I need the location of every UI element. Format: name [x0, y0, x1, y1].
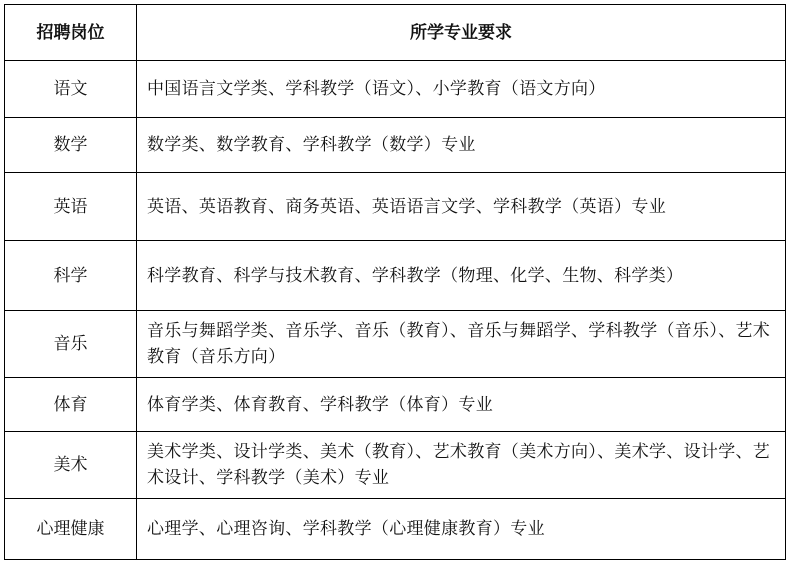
- position-cell: 科学: [5, 241, 137, 311]
- requirement-cell: 体育学类、体育教育、学科教学（体育）专业: [137, 378, 786, 432]
- table-row: [5, 118, 786, 173]
- recruitment-requirements-table: [4, 4, 786, 560]
- requirement-cell: 心理学、心理咨询、学科教学（心理健康教育）专业: [137, 499, 786, 560]
- requirement-cell: 科学教育、科学与技术教育、学科教学（物理、化学、生物、科学类）: [137, 241, 786, 311]
- table-row: [5, 378, 786, 432]
- table-row: [5, 241, 786, 311]
- position-cell: 体育: [5, 378, 137, 432]
- requirement-cell: 中国语言文学类、学科教学（语文）、小学教育（语文方向）: [137, 61, 786, 118]
- requirement-cell: 数学类、数学教育、学科教学（数学）专业: [137, 118, 786, 173]
- header-requirement: 所学专业要求: [137, 5, 786, 61]
- position-cell: 语文: [5, 61, 137, 118]
- table-row: [5, 61, 786, 118]
- requirement-cell: 英语、英语教育、商务英语、英语语言文学、学科教学（英语）专业: [137, 173, 786, 241]
- position-cell: 音乐: [5, 311, 137, 378]
- table-header-row: [5, 5, 786, 61]
- position-cell: 美术: [5, 432, 137, 499]
- requirement-cell: 美术学类、设计学类、美术（教育）、艺术教育（美术方向）、美术学、设计学、艺术设计、学科教学（美术）专业: [137, 432, 786, 499]
- table-row: [5, 432, 786, 499]
- position-cell: 心理健康: [5, 499, 137, 560]
- table-row: [5, 311, 786, 378]
- header-position: 招聘岗位: [5, 5, 137, 61]
- position-cell: 数学: [5, 118, 137, 173]
- table-row: [5, 173, 786, 241]
- requirement-cell: 音乐与舞蹈学类、音乐学、音乐（教育）、音乐与舞蹈学、学科教学（音乐）、艺术教育（音乐方向）: [137, 311, 786, 378]
- position-cell: 英语: [5, 173, 137, 241]
- table-row: [5, 499, 786, 560]
